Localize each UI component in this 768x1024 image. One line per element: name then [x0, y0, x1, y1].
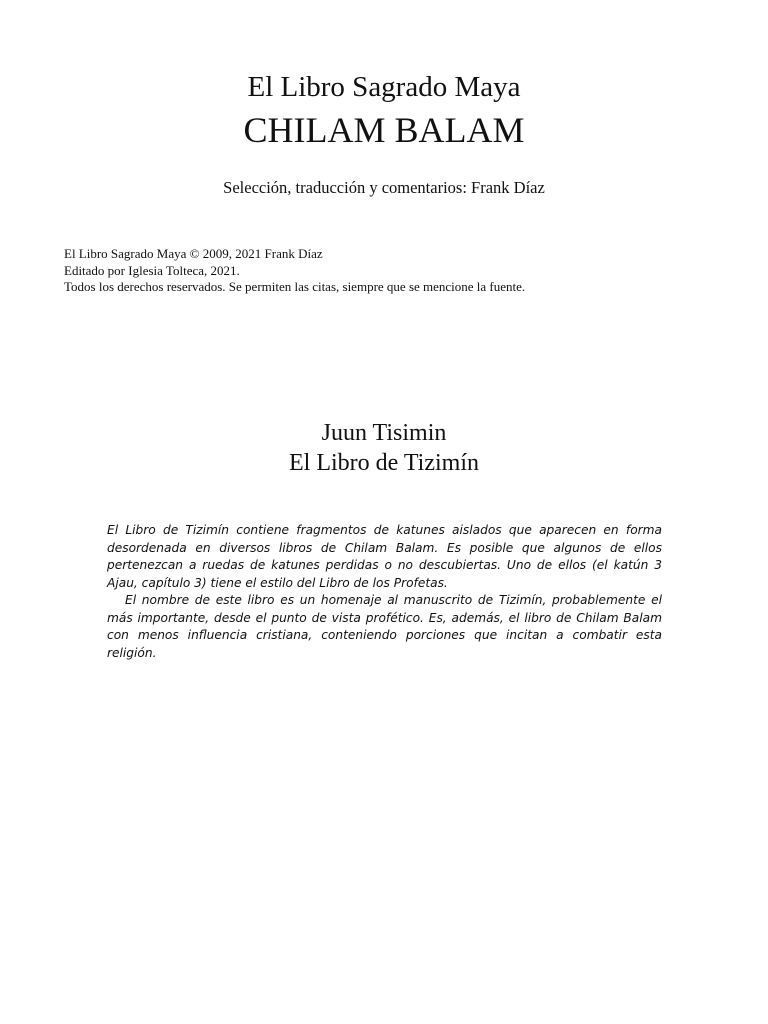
rights-line: Todos los derechos reservados. Se permiten las citas, siempre que se mencione la fuente. [64, 279, 526, 294]
credits-line: Selección, traducción y comentarios: Frank Díaz [223, 178, 545, 197]
section-title-spanish: El Libro de Tizimín [288, 450, 479, 476]
book-subtitle: El Libro Sagrado Maya [247, 71, 521, 103]
section-title-maya: Juun Tisimin [321, 420, 447, 446]
copyright-line: El Libro Sagrado Maya © 2009, 2021 Frank Díaz [64, 246, 323, 261]
book-title: CHILAM BALAM [243, 110, 525, 150]
intro-paragraph: El nombre de este libro es un homenaje al manuscrito de Tizimín, probablemente el más importante, desde el punto de vista profético. Es, además, el libro de Chilam Balam con menos influencia cristiana, conteniendo porciones que incitan a combatir esta religión. [107, 593, 662, 660]
publisher-line: Editado por Iglesia Tolteca, 2021. [64, 262, 240, 278]
section-title [0, 418, 768, 478]
copyright-notice [64, 246, 724, 296]
intro-text [107, 522, 662, 662]
intro-paragraph: El Libro de Tizimín contiene fragmentos de katunes aislados que aparecen en forma desordenada en diversos libros de Chilam Balam. Es posible que algunos de ellos pertenezcan a ruedas de katunes perdidas o no descubiertas. Uno de ellos (el katún 3 Ajau, capítulo 3) tiene el estilo del Libro de los Profetas. [107, 523, 662, 590]
